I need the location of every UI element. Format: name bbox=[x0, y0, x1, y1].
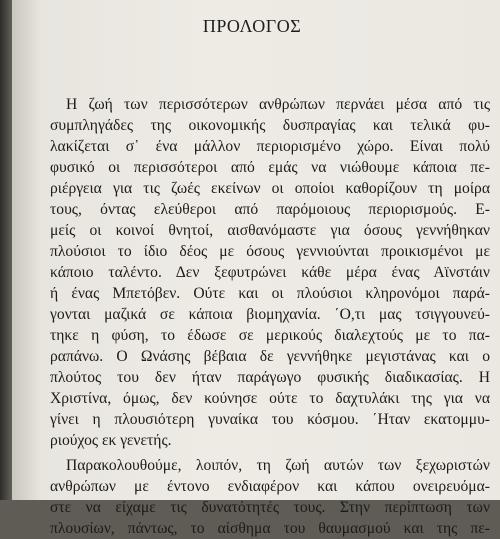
text-line: ή ένας Μπετόβεν. Ούτε και οι πλούσιοι κληρονόμοι παρά- bbox=[50, 285, 490, 302]
text-line: πλουσίων, πάντως, το αίσθημα του θαυμασμού και της πε- bbox=[50, 520, 490, 537]
text-line: ριέργεια για τις ζωές εκείνων οι οποίοι καθορίζουν τη μοίρα bbox=[50, 180, 490, 197]
text-line: συμπληγάδες της οικονομικής δυσπραγίας και τελικά φυ- bbox=[50, 117, 490, 134]
text-line: ραπάνω. Ο Ωνάσης βέβαια δε γεννήθηκε μεγιστάνας και ο bbox=[50, 348, 490, 365]
paragraph-1 bbox=[50, 94, 496, 451]
text-line: ριούχος εκ γενετής. bbox=[50, 432, 172, 449]
body-text bbox=[50, 94, 496, 539]
text-line: τηκε η φύση, το έδωσε σε μερικούς διαλεχτούς με το πα- bbox=[50, 327, 490, 344]
text-line: λακίζεται σ᾽ ένα μάλλον περιορισμένο χώρο. Είναι πολύ bbox=[50, 138, 490, 155]
paragraph-2 bbox=[50, 455, 496, 539]
text-line: πλούτος του δεν ήταν παράγωγο φυσικής διαδικασίας. Η bbox=[50, 369, 490, 386]
chapter-title: ΠΡΟΛΟΓΟΣ bbox=[202, 16, 302, 36]
text-line: στε να είχαμε τις δυνατότητές τους. Στην περίπτωση των bbox=[50, 499, 490, 516]
text-line: ανθρώπων με έντονο ενδιαφέρον και κάπου ονειρευόμα- bbox=[50, 478, 490, 495]
text-line: κάποιο ταλέντο. Δεν ξεφυτρώνει κάθε μέρα ένας Αϊνστάιν bbox=[50, 264, 490, 281]
text-line: πλούσιοι το ίδιο δέος με όσους γεννιούνται προικισμένοι με bbox=[50, 243, 490, 260]
text-line: Παρακολουθούμε, λοιπόν, τη ζωή αυτών των ξεχωριστών bbox=[66, 457, 490, 474]
text-line: γίνει η πλουσιότερη γυναίκα του κόσμου. ΄Ηταν εκατομμυ- bbox=[50, 411, 490, 428]
text-line: τους, όντας ελεύθεροι από παρόμοιους περιορισμούς. Ε- bbox=[50, 201, 490, 218]
text-line: μείς οι κοινοί θνητοί, αισθανόμαστε για όσους γεννήθηκαν bbox=[50, 222, 490, 239]
text-line: Χριστίνα, όμως, δεν κούνησε ούτε το δαχτυλάκι της για να bbox=[50, 390, 490, 407]
book-page bbox=[12, 0, 500, 537]
text-line: φυσικό οι περισσότεροι από εμάς να νιώθουμε κάποια πε- bbox=[50, 159, 490, 176]
text-line: Η ζωή των περισσότερων ανθρώπων περνάει μέσα από τις bbox=[66, 96, 490, 113]
text-line: γονται μαζικά σε κάποια βιομηχανία. ΄Ο,τι μας τσιγγουνεύ- bbox=[50, 306, 490, 323]
